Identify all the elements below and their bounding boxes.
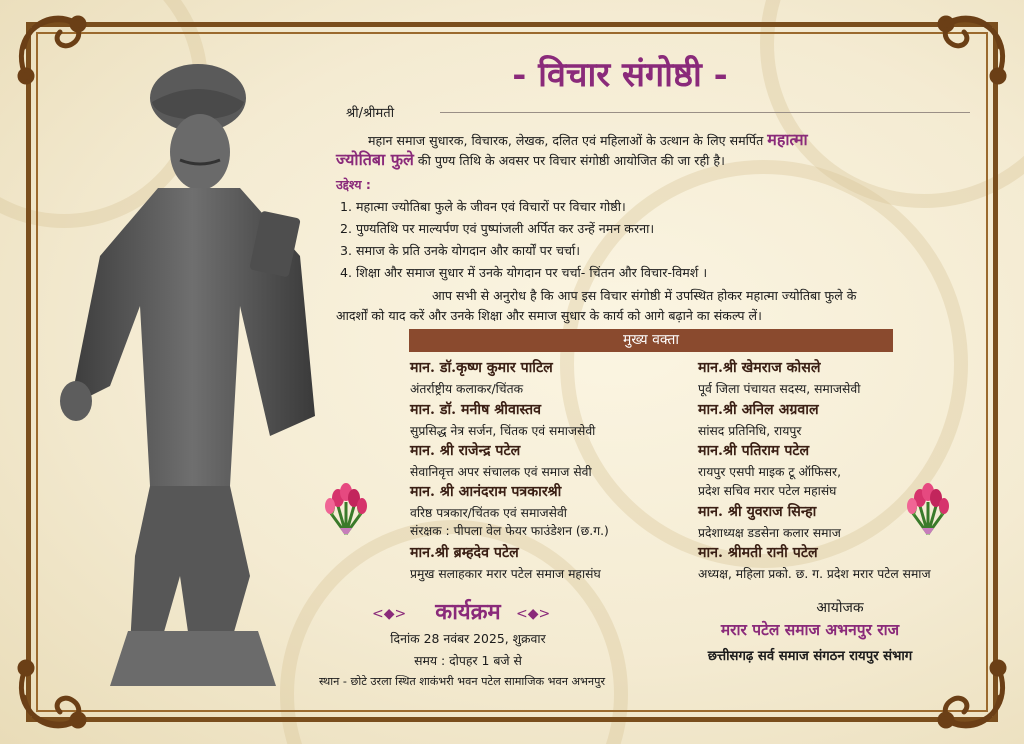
speaker-role: सेवानिवृत्त अपर संचालक एवं समाज सेवी: [410, 465, 592, 479]
name-blank-line: [440, 112, 970, 113]
speaker-name: मान. श्री राजेन्द्र पटेल: [410, 443, 521, 459]
objective-item: 3. समाज के प्रति उनके योगदान और कार्यों पर चर्चा।: [340, 243, 580, 258]
speaker-role: प्रदेशाध्यक्ष डडसेना कलार समाज: [698, 526, 841, 540]
intro-text: महान समाज सुधारक, विचारक, लेखक, दलित एवं महिलाओं के उत्थान के लिए समर्पित: [368, 133, 764, 148]
objective-item: 4. शिक्षा और समाज सुधार में उनके योगदान पर चर्चा- चिंतन और विचार-विमर्श ।: [340, 265, 708, 280]
speaker-role: रायपुर एसपी माइक टू ऑफिसर,: [698, 465, 841, 479]
organizer-name: मरार पटेल समाज अभनपुर राज: [720, 620, 900, 639]
request-line-2: आदर्शों को याद करें और उनके शिक्षा और समाज सुधार के कार्य को आगे बढ़ाने का संकल्प लें।: [336, 308, 762, 323]
speaker-role: प्रदेश सचिव मरार पटेल महासंघ: [698, 484, 837, 498]
speaker-role: सुप्रसिद्ध नेत्र सर्जन, चिंतक एवं समाजसेवी: [410, 424, 596, 438]
intro-highlight: ज्योतिबा फुले: [336, 150, 414, 169]
speaker-role: वरिष्ठ पत्रकार/चिंतक एवं समाजसेवी: [410, 506, 567, 520]
salutation: श्री/श्रीमती: [346, 106, 395, 121]
objectives-heading: उद्देश्य :: [336, 177, 371, 192]
organizer-label: आयोजक: [816, 600, 864, 616]
corner-ornament-icon: [928, 2, 1020, 94]
tulip-bouquet-icon: [318, 476, 374, 536]
speaker-name: मान. श्री युवराज सिन्हा: [698, 504, 817, 520]
speaker-name: मान. श्री आनंदराम पत्रकारश्री: [410, 484, 562, 500]
diamond-ornament-icon: <◆>: [372, 606, 407, 622]
intro-text: की पुण्य तिथि के अवसर पर विचार संगोष्ठी आयोजित की जा रही है।: [417, 153, 725, 168]
objective-item: 2. पुण्यतिथि पर माल्यर्पण एवं पुष्पांजली अर्पित कर उन्हें नमन करना।: [340, 221, 655, 236]
speaker-role: सांसद प्रतिनिधि, रायपुर: [698, 424, 802, 438]
program-date: दिनांक 28 नवंबर 2025, शुक्रवार: [390, 631, 546, 646]
program-time: समय : दोपहर 1 बजे से: [414, 653, 522, 668]
page-title: - विचार संगोष्ठी -: [512, 55, 728, 95]
request-line-1: आप सभी से अनुरोध है कि आप इस विचार संगोष्ठी में उपस्थित होकर महात्मा ज्योतिबा फुले के: [432, 288, 857, 303]
speaker-name: मान. डॉ. मनीष श्रीवास्तव: [410, 402, 542, 418]
speaker-name: मान.श्री अनिल अग्रवाल: [698, 402, 819, 418]
speaker-role: पूर्व जिला पंचायत सदस्य, समाजसेवी: [698, 382, 861, 396]
tulip-bouquet-icon: [900, 476, 956, 536]
speaker-name: मान.श्री ब्रम्हदेव पटेल: [410, 545, 519, 561]
intro-line-1: [368, 130, 808, 150]
speaker-role: प्रमुख सलाहकार मरार पटेल समाज महासंघ: [410, 567, 601, 581]
program-venue: स्थान - छोटे उरला स्थित शाकंभरी भवन पटेल सामाजिक भवन अभनपुर: [318, 675, 606, 688]
organizer-sub: छत्तीसगढ़ सर्व समाज संगठन रायपुर संभाग: [707, 649, 913, 664]
objective-item: 1. महात्मा ज्योतिबा फुले के जीवन एवं विचारों पर विचार गोष्ठी।: [340, 199, 626, 214]
speaker-role: संरक्षक : पीपला वेल फेयर फाउंडेशन (छ.ग.): [410, 524, 609, 538]
speaker-name: मान. डॉ.कृष्ण कुमार पाटिल: [410, 360, 553, 376]
statue-image: [40, 56, 340, 696]
speakers-heading: मुख्य वक्ता: [409, 329, 893, 352]
speaker-role: अध्यक्ष, महिला प्रको. छ. ग. प्रदेश मरार पटेल समाज: [698, 567, 931, 581]
speaker-name: मान.श्री पतिराम पटेल: [698, 443, 810, 459]
intro-line-2: [336, 150, 725, 170]
speaker-name: मान.श्री खेमराज कोसले: [698, 360, 821, 376]
program-heading: कार्यक्रम: [435, 600, 501, 625]
speaker-role: अंतर्राष्ट्रीय कलाकर/चिंतक: [410, 382, 524, 396]
diamond-ornament-icon: <◆>: [516, 606, 551, 622]
intro-highlight: महात्मा: [767, 130, 808, 149]
speaker-name: मान. श्रीमती रानी पटेल: [698, 545, 818, 561]
